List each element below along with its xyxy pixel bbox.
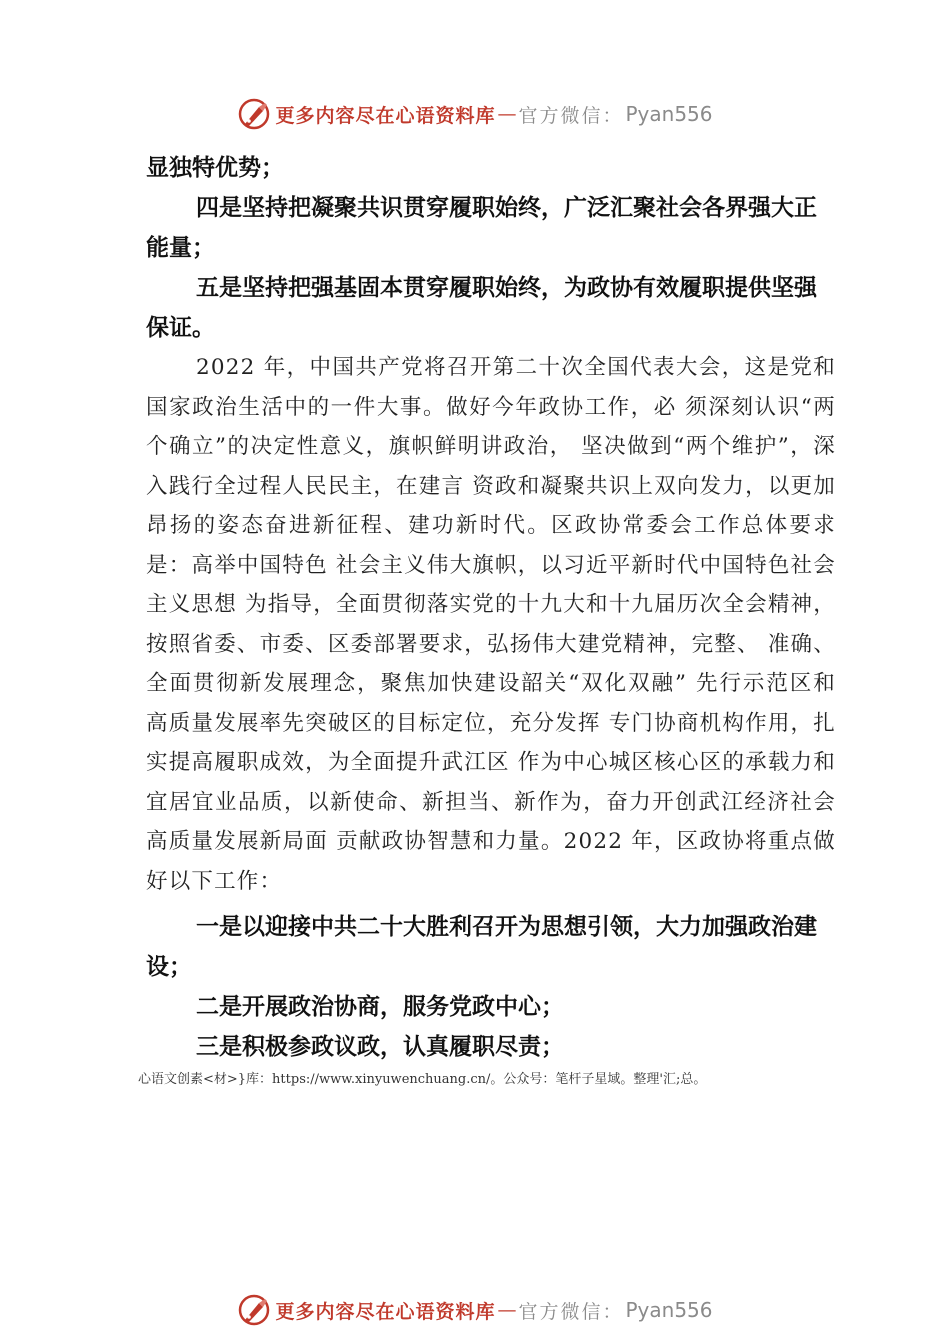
footer-wechat-label: 官方微信：	[518, 1300, 624, 1323]
footer-dash: —	[497, 1299, 517, 1321]
paragraph-2: 四是坚持把凝聚共识贯穿履职始终，广泛汇聚社会各界强大正能量；	[146, 195, 817, 261]
footer-wechat-id: Pyan556	[625, 1298, 713, 1322]
header-wechat-id: Pyan556	[625, 102, 713, 126]
source-note: 心语文创素<材>}库：https://www.xinyuwenchuang.cn/。公众号：笔杆子星域。整理'汇;总。	[138, 1072, 707, 1087]
paragraph-6: 二是开展政治协商，服务党政中心；	[196, 994, 564, 1020]
header-brand: 更多内容尽在心语资料库	[275, 104, 496, 127]
paragraph-3: 五是坚持把强基固本贯穿履职始终，为政协有效履职提供坚强保证。	[146, 275, 817, 341]
paragraph-1: 显独特优势；	[146, 155, 284, 181]
pen-nib-logo-icon	[237, 97, 271, 131]
paragraph-4: 2022 年，中国共产党将召开第二十次全国代表大会，这是党和国家政治生活中的一件大事。做好今年政协工作，必 须深刻认识“两个确立”的决定性意义，旗帜鲜明讲政治， 坚决做到“两个维护”，深入践行全过程人民民主，在建言 资政和凝聚共识上双向发力，以更加昂扬的姿态奋进新征程、建功新时代。区政协常委会工作总体要求是：高举中国特色 社会主义伟大旗帜，以习近平新时代中国特色社会主义思想 为指导，全面贯彻落实党的十九大和十九届历次全会精神， 按照省委、市委、区委部署要求，弘扬伟大建党精神，完整、 准确、全面贯彻新发展理念，聚焦加快建设韶关“双化双融” 先行示范区和高质量发展率先突破区的目标定位，充分发挥 专门协商机构作用，扎实提高履职成效，为全面提升武江区 作为中心城区核心区的承载力和宜居宜业品质，以新使命、新担当、新作为，奋力开创武江经济社会高质量发展新局面 贡献政协智慧和力量。2022 年，区政协将重点做好以下工作：	[146, 355, 836, 894]
paragraph-7: 三是积极参政议政，认真履职尽责；	[196, 1034, 564, 1060]
header-dash: —	[497, 103, 517, 125]
document-body	[138, 148, 836, 1090]
footer-banner	[0, 1290, 950, 1330]
header-wechat-label: 官方微信：	[518, 104, 624, 127]
pen-nib-logo-icon	[237, 1293, 271, 1327]
paragraph-5: 一是以迎接中共二十大胜利召开为思想引领，大力加强政治建设；	[146, 914, 817, 980]
footer-brand: 更多内容尽在心语资料库	[275, 1300, 496, 1323]
header-banner	[0, 94, 950, 134]
